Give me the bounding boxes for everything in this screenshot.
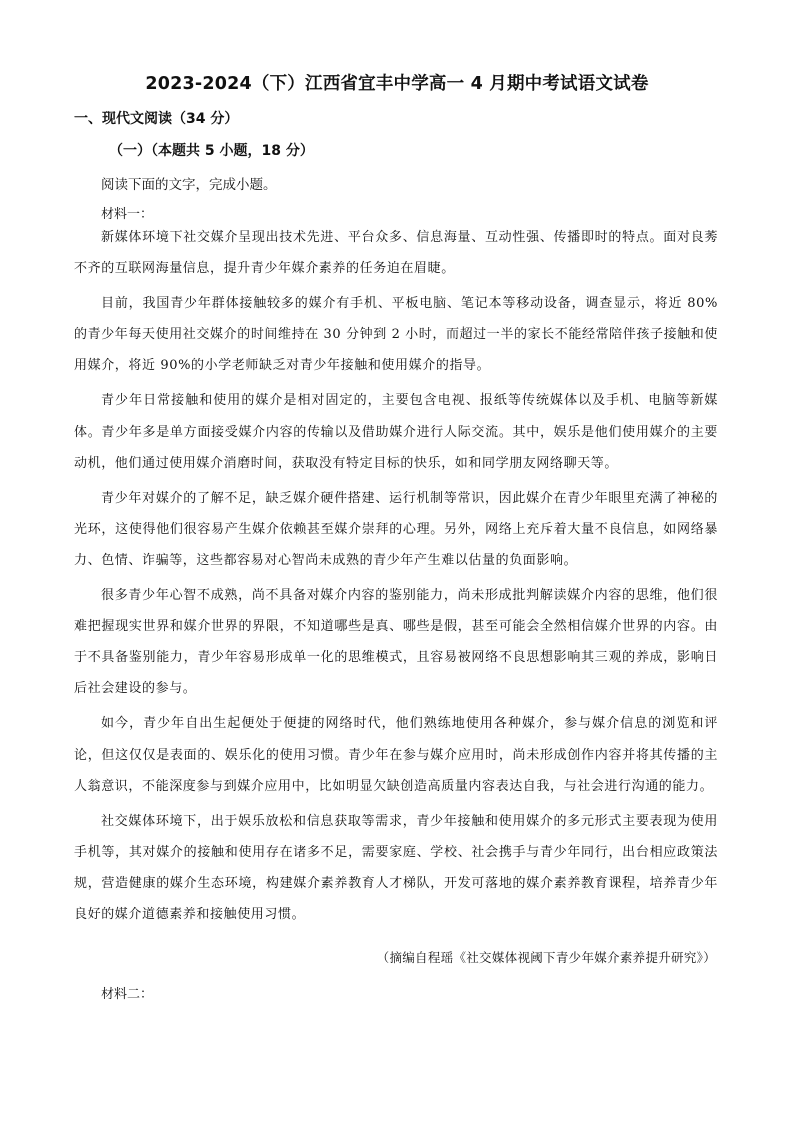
- paragraph: 青少年日常接触和使用的媒介是相对固定的，主要包含电视、报纸等传统媒体以及手机、电脑等新媒体。青少年多是单方面接受媒介内容的传输以及借助媒介进行人际交流。其中，娱乐是他们使用媒介的主要动机，他们通过使用媒介消磨时间，获取没有特定目标的快乐，如和同学朋友网络聊天等。: [74, 393, 718, 471]
- paragraph: 社交媒体环境下，出于娱乐放松和信息获取等需求，青少年接触和使用媒介的多元形式主要表现为使用手机等，其对媒介的接触和使用存在诸多不足，需要家庭、学校、社会携手与青少年同行，出台相应政策法规，营造健康的媒介生态环境，构建媒介素养教育人才梯队，开发可落地的媒介素养教育课程，培养青少年良好的媒介道德素养和接触使用习惯。: [74, 813, 718, 922]
- exam-title: 2023-2024（下）江西省宜丰中学高一 4 月期中考试语文试卷: [145, 74, 649, 94]
- paragraph: 很多青少年心智不成熟，尚不具备对媒介内容的鉴别能力，尚未形成批判解读媒介内容的思维，他们很难把握现实世界和媒介世界的界限，不知道哪些是真、哪些是假，甚至可能会全然相信媒介世界的内容。由于不具备鉴别能力，青少年容易形成单一化的思维模式，且容易被网络不良思想影响其三观的养成，影响日后社会建设的参与。: [74, 588, 718, 697]
- paragraph: 新媒体环境下社交媒介呈现出技术先进、平台众多、信息海量、互动性强、传播即时的特点。面对良莠不齐的互联网海量信息，提升青少年媒介素养的任务迫在眉睫。: [74, 230, 718, 277]
- question-group-heading: （一）（本题共 5 小题，18 分）: [109, 143, 314, 159]
- section-heading: 一、现代文阅读（34 分）: [74, 111, 239, 127]
- paragraph: 如今，青少年自出生起便处于便捷的网络时代，他们熟练地使用各种媒介，参与媒介信息的浏览和评论，但这仅仅是表面的、娱乐化的使用习惯。青少年在参与媒介应用时，尚未形成创作内容并将其传播的主人翁意识，不能深度参与到媒介应用中，比如明显欠缺创造高质量内容表达自我，与社会进行沟通的能力。: [74, 716, 718, 794]
- material-one-source: （摘编自程瑶《社交媒体视阈下青少年媒介素养提升研究》）: [376, 950, 716, 965]
- material-one-body: [74, 222, 718, 934]
- reading-instruction: 阅读下面的文字，完成小题。: [101, 177, 277, 193]
- paragraph: 青少年对媒介的了解不足，缺乏媒介硬件搭建、运行机制等常识，因此媒介在青少年眼里充满了神秘的光环，这使得他们很容易产生媒介依赖甚至媒介崇拜的心理。另外，网络上充斥着大量不良信息，如网络暴力、色情、诈骗等，这些都容易对心智尚未成熟的青少年产生难以估量的负面影响。: [74, 490, 718, 568]
- material-two-label: 材料二：: [101, 987, 154, 1002]
- material-one-label: 材料一：: [101, 207, 154, 222]
- paragraph: 目前，我国青少年群体接触较多的媒介有手机、平板电脑、笔记本等移动设备，调查显示，将近 80%的青少年每天使用社交媒介的时间维持在 30 分钟到 2 小时，而超过一半的家长不能经常陪伴孩子接触和使用媒介，将近 90%的小学老师缺乏对青少年接触和使用媒介的指导。: [74, 296, 718, 374]
